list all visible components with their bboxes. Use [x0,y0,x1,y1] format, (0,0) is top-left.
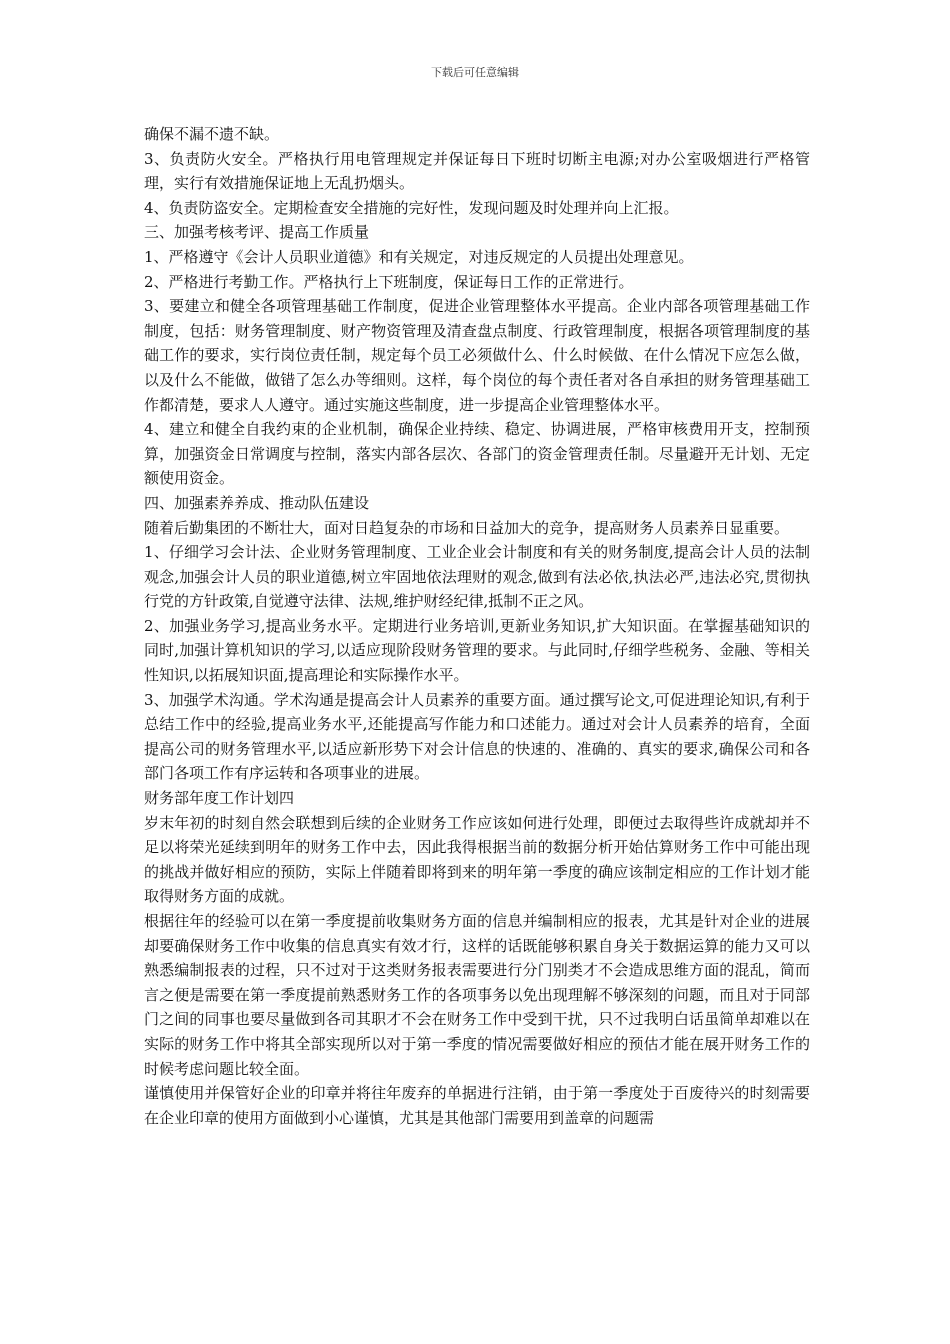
paragraph-11: 1、仔细学习会计法、企业财务管理制度、工业企业会计制度和有关的财务制度,提高会计人员的法制观念,加强会计人员的职业道德,树立牢固地依法理财的观念,做到有法必依,执法必严,违法必究,贯彻执行党的方针政策,自觉遵守法律、法规,维护财经纪律,抵制不正之风。 [144,543,810,611]
paragraph-13: 3、加强学术沟通。学术沟通是提高会计人员素养的重要方面。通过撰写论文,可促进理论知识,有利于总结工作中的经验,提高业务水平,还能提高写作能力和口述能力。通过对会计人员素养的培育，全面提高公司的财务管理水平,以适应新形势下对会计信息的快速的、准确的、真实的要求,确保公司和各部门各项工作有序运转和各项事业的进展。 [144,690,810,783]
paragraph-16: 根据往年的经验可以在第一季度提前收集财务方面的信息并编制相应的报表，尤其是针对企业的进展却要确保财务工作中收集的信息真实有效才行，这样的话既能够积累自身关于数据运算的能力又可以熟悉编制报表的过程，只不过对于这类财务报表需要进行分门别类才不会造成思维方面的混乱，简而言之便是需要在第一季度提前熟悉财务工作的各项事务以免出现理解不够深刻的问题，而且对于同部门之间的同事也要尽量做到各司其职才不会在财务工作中受到干扰，只不过我明白话虽简单却难以在实际的财务工作中将其全部实现所以对于第一季度的情况需要做好相应的预估才能在展开财务工作的时候考虑问题比较全面。 [144,912,810,1078]
paragraph-1: 确保不漏不遗不缺。 [144,125,280,143]
page-header: 下载后可任意编辑 [431,66,519,79]
paragraph-8: 4、建立和健全自我约束的企业机制，确保企业持续、稳定、协调进展，严格审核费用开支，控制预算，加强资金日常调度与控制，落实内部各层次、各部门的资金管理责任制。尽量避开无计划、无定额使用资金。 [144,420,810,488]
paragraph-12: 2、加强业务学习,提高业务水平。定期进行业务培训,更新业务知识,扩大知识面。在掌握基础知识的同时,加强计算机知识的学习,以适应现阶段财务管理的要求。与此同时,仔细学些税务、金融、等相关性知识,以拓展知识面,提高理论和实际操作水平。 [144,616,810,685]
paragraph-2: 3、负责防火安全。严格执行用电管理规定并保证每日下班时切断主电源;对办公室吸烟进行严格管理，实行有效措施保证地上无乱扔烟头。 [144,149,810,193]
paragraph-7: 3、要建立和健全各项管理基础工作制度，促进企业管理整体水平提高。企业内部各项管理基础工作制度，包括：财务管理制度、财产物资管理及清查盘点制度、行政管理制度，根据各项管理制度的基础工作的要求，实行岗位责任制，规定每个员工必须做什么、什么时候做、在什么情况下应怎么做，以及什么不能做，做错了怎么办等细则。这样，每个岗位的每个责任者对各自承担的财务管理基础工作都清楚，要求人人遵守。通过实施这些制度，进一步提高企业管理整体水平。 [144,297,810,414]
document-body [144,122,810,1130]
plan-heading: 财务部年度工作计划四 [144,789,295,808]
paragraph-10: 随着后勤集团的不断壮大，面对日趋复杂的市场和日益加大的竞争，提高财务人员素养日显重要。 [144,518,790,537]
paragraph-5: 1、严格遵守《会计人员职业道德》和有关规定，对违反规定的人员提出处理意见。 [144,247,694,266]
paragraph-6: 2、严格进行考勤工作。严格执行上下班制度，保证每日工作的正常进行。 [144,272,634,291]
section-heading-4: 四、加强素养养成、推动队伍建设 [144,493,370,512]
paragraph-3: 4、负责防盗安全。定期检查安全措施的完好性，发现问题及时处理并向上汇报。 [144,198,679,217]
paragraph-15: 岁末年初的时刻自然会联想到后续的企业财务工作应该如何进行处理，即便过去取得些许成就却并不足以将荣光延续到明年的财务工作中去，因此我得根据当前的数据分析开始估算财务工作中可能出现的挑战并做好相应的预防，实际上伴随着即将到来的明年第一季度的确应该制定相应的工作计划才能取得财务方面的成就。 [144,813,810,906]
paragraph-17: 谨慎使用并保管好企业的印章并将往年废弃的单据进行注销，由于第一季度处于百废待兴的时刻需要在企业印章的使用方面做到小心谨慎，尤其是其他部门需要用到盖章的问题需 [144,1084,810,1127]
section-heading-3: 三、加强考核考评、提高工作质量 [144,223,370,242]
